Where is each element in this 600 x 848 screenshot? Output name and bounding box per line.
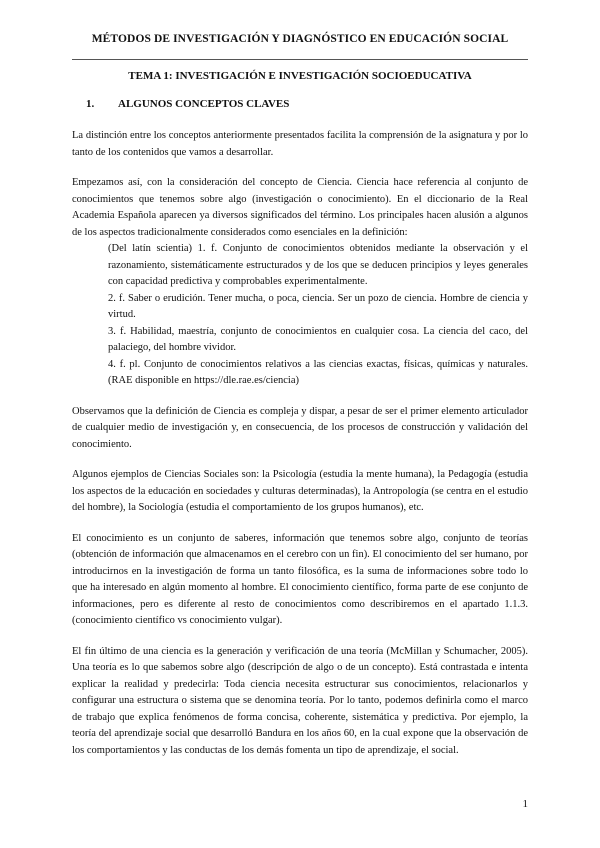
document-body [72, 128, 528, 773]
definition-2: 2. f. Saber o erudición. Tener mucha, o poca, ciencia. Ser un pozo de ciencia. Hombre de ciencia y virtud. [108, 292, 528, 320]
definition-list [108, 241, 528, 390]
definition-3: 3. f. Habilidad, maestría, conjunto de conocimientos en cualquier cosa. La ciencia del caco, del palaciego, del hombre vividor. [108, 325, 528, 353]
paragraph-6: El fin último de una ciencia es la generación y verificación de una teoría (McMillan y Schumacher, 2005). Una teoría es lo que sabemos sobre algo (descripción de algo o de un concepto). Está contrastada e intenta explicar la realidad y predecirla: Toda ciencia necesita estructurar sus conocimientos, relacionarlos y configurar una estructura o sistema que se denomina teoría. Por lo tanto, podemos definirla como el marco de trabajo que explica fenómenos de forma concisa, coherente, sistemática y predictiva. Por ejemplo, la teoría del aprendizaje social que desarrolló Bandura en los años 60, en la cual expone que la observación de los comportamientos y las conductas de los demás fomenta un tipo de aprendizaje, el social. [72, 645, 528, 756]
section-heading-text: ALGUNOS CONCEPTOS CLAVES [118, 98, 290, 110]
page-number: 1 [522, 798, 528, 810]
running-header: MÉTODOS DE INVESTIGACIÓN Y DIAGNÓSTICO EN EDUCACIÓN SOCIAL [91, 33, 509, 45]
paragraph-3: Observamos que la definición de Ciencia es compleja y dispar, a pesar de ser el primer elemento articulador de cualquier medio de investigación y, en consecuencia, de los procesos de construcción y validación del conocimiento. [72, 405, 528, 450]
paragraph-5: El conocimiento es un conjunto de saberes, información que tenemos sobre algo, conjunto de teorías (obtención de información que almacenamos en el cerebro con un fin). El conocimiento del ser humano, por introducirnos en la investigación de forma un tanto filosófica, es la suma de informaciones sobre todo lo que ha interesado en algún momento al hombre. El conocimiento científico, forma parte de ese conjunto de informaciones, pero es diferente al resto de conocimientos como describiremos en el apartado 1.1.3. (conocimiento científico vs conocimiento vulgar). [72, 532, 528, 626]
paragraph-4: Algunos ejemplos de Ciencias Sociales son: la Psicología (estudia la mente humana), la Pedagogía (estudia los aspectos de la educación en sociedades y culturas determinadas), la Antropología (se centra en el estudio del hombre), la Sociología (estudia el comportamiento de los grupos humanos), etc. [72, 469, 528, 513]
paragraph-2 [72, 175, 528, 390]
header-rule [72, 59, 528, 60]
section-heading [86, 98, 289, 110]
paragraph-1: La distinción entre los conceptos anteriormente presentados facilita la comprensión de la asignatura y por lo tanto de los contenidos que vamos a desarrollar. [72, 130, 528, 158]
chapter-title: TEMA 1: INVESTIGACIÓN E INVESTIGACIÓN SOCIOEDUCATIVA [128, 70, 472, 82]
paragraph-2-text: Empezamos así, con la consideración del concepto de Ciencia. Ciencia hace referencia al conjunto de conocimientos que tenemos sobre algo (investigación o conocimiento). En el diccionario de la Real Academia Española aparecen ya diversos significados del término. Los principales hacen alusión a algunos de los aspectos tradicionalmente considerados como esenciales en la definición: [72, 177, 528, 238]
definition-4: 4. f. pl. Conjunto de conocimientos relativos a las ciencias exactas, físicas, químicas y naturales. (RAE disponible en https://dle.rae.es/ciencia) [108, 358, 528, 386]
section-number: 1. [86, 98, 95, 110]
definition-1: (Del latín scientia) 1. f. Conjunto de conocimientos obtenidos mediante la observación y el razonamiento, sistemáticamente estructurados y de los que se deducen principios y leyes generales con capacidad predictiva y comprobables experimentalmente. [108, 243, 528, 287]
